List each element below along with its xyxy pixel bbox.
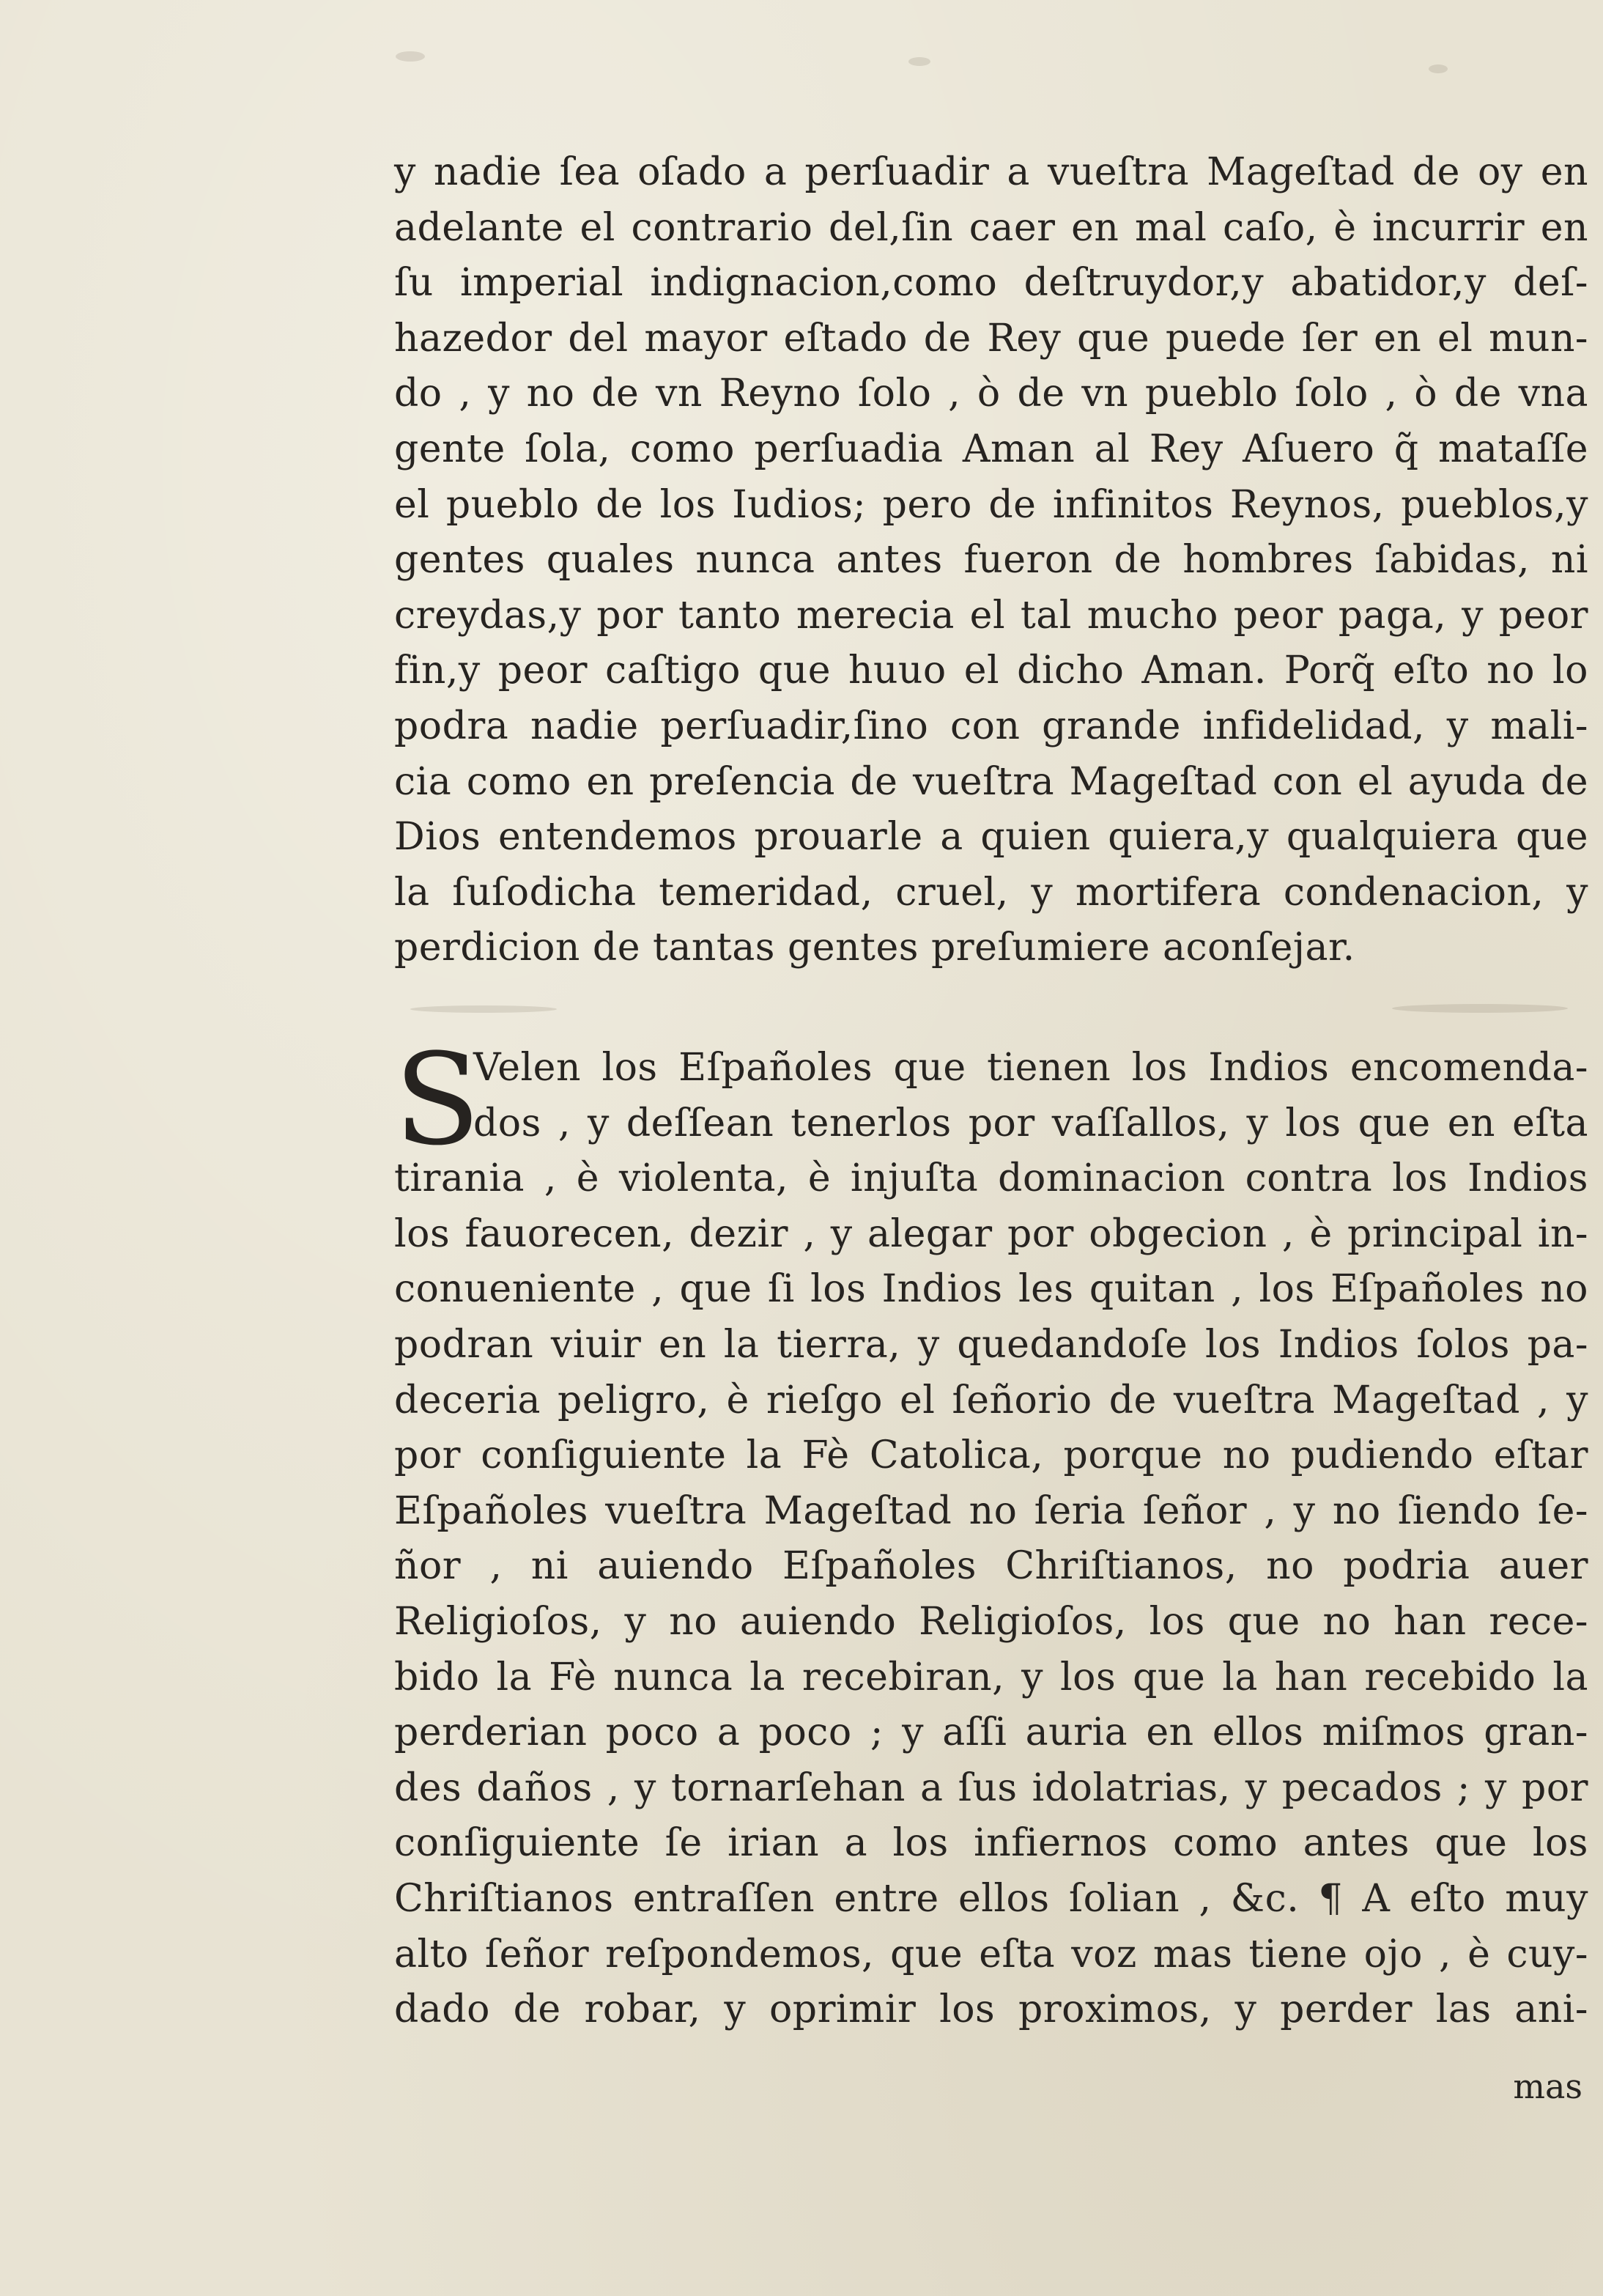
paragraph-2 [394,1026,1588,2038]
text-line: ñor , ni auiendo Eſpañoles Chriſtianos, no podria auer [394,1544,1588,1589]
text-line: gentes quales nunca antes fueron de hombres ſabidas, ni [394,538,1588,583]
text-line: ſu imperial indignacion,como deſtruydor,y abatidor,y deſ- [394,261,1588,306]
text-line: Dios entendemos prouarle a quien quiera,y qualquiera que [394,815,1588,860]
text-line: adelante el contrario del,ſin caer en mal caſo, è incurrir en [394,205,1588,250]
text-line: por conſiguiente la Fè Catolica, porque no pudiendo eſtar [394,1433,1588,1478]
text-line: creydas,y por tanto merecia el tal mucho peor paga, y peor [394,593,1588,638]
text-line: cia como en preſencia de vueſtra Mageſtad con el ayuda de [394,759,1588,804]
text-line: bido la Fè nunca la recebiran, y los que la han recebido la [394,1655,1588,1699]
text-line: hazedor del mayor eſtado de Rey que puede ſer en el mun- [394,316,1588,361]
text-line: des daños , y tornarſehan a ſus idolatrias, y pecados ; y por [394,1765,1588,1810]
text-line: podra nadie perſuadir,ſino con grande infidelidad, y mali- [394,704,1588,748]
text-line: fin,y peor caſtigo que huuo el dicho Aman. Porq̃ eſto no lo [394,649,1588,693]
drop-cap: S [394,1026,481,1173]
text-line: Religioſos, y no auiendo Religioſos, los que no han rece- [394,1599,1588,1644]
ink-smudge [410,1005,557,1013]
text-line: tirania , è violenta, è injuſta dominacion contra los Indios [394,1156,1588,1201]
text-line: los fauorecen, dezir , y alegar por obgecion , è principal in- [394,1211,1588,1256]
text-line: dos , y deſſean tenerlos por vaſſallos, y los que en eſta [473,1101,1588,1145]
ink-smudge [1392,1004,1568,1013]
text-line: dado de robar, y oprimir los proximos, y perder las ani- [394,1987,1588,2032]
text-line: podran viuir en la tierra, y quedandoſe los Indios ſolos pa- [394,1322,1588,1367]
ink-smudge [908,57,930,66]
ink-smudge [1429,64,1448,73]
paragraph-1 [394,145,1588,976]
text-line: la ſuſodicha temeridad, cruel, y mortifera condenacion, y [394,870,1588,915]
text-line: el pueblo de los Iudios; pero de infinitos Reynos, pueblos,y [394,482,1588,527]
text-line: conſiguiente ſe irian a los infiernos como antes que los [394,1821,1588,1866]
text-line: y nadie ſea oſado a perſuadir a vueſtra Mageſtad de oy en [394,150,1588,194]
text-line: gente ſola, como perſuadia Aman al Rey Aſuero q̃ mataſſe [394,427,1588,471]
text-line: perderian poco a poco ; y aſſi auria en ellos miſmos gran- [394,1710,1588,1755]
text-line: Eſpañoles vueſtra Mageſtad no ſeria ſeñor , y no ſiendo ſe- [394,1488,1588,1533]
text-line: Velen los Eſpañoles que tienen los Indios encomenda- [473,1046,1588,1090]
text-line: alto ſeñor reſpondemos, que eſta voz mas tiene ojo , è cuy- [394,1932,1588,1976]
text-line: conueniente , que ſi los Indios les quitan , los Eſpañoles no [394,1267,1588,1312]
text-line: perdicion de tantas gentes preſumiere aconſejar. [394,926,1355,970]
text-line: deceria peligro, è rieſgo el ſeñorio de vueſtra Mageſtad , y [394,1378,1588,1422]
ink-smudge [396,51,425,62]
text-line: Chriſtianos entraſſen entre ellos ſolian , &c. ¶ A eſto muy [394,1876,1588,1921]
catchword: mas [1513,2067,1582,2106]
text-line: do , y no de vn Reyno ſolo , ò de vn pueblo ſolo , ò de vna [394,372,1588,416]
